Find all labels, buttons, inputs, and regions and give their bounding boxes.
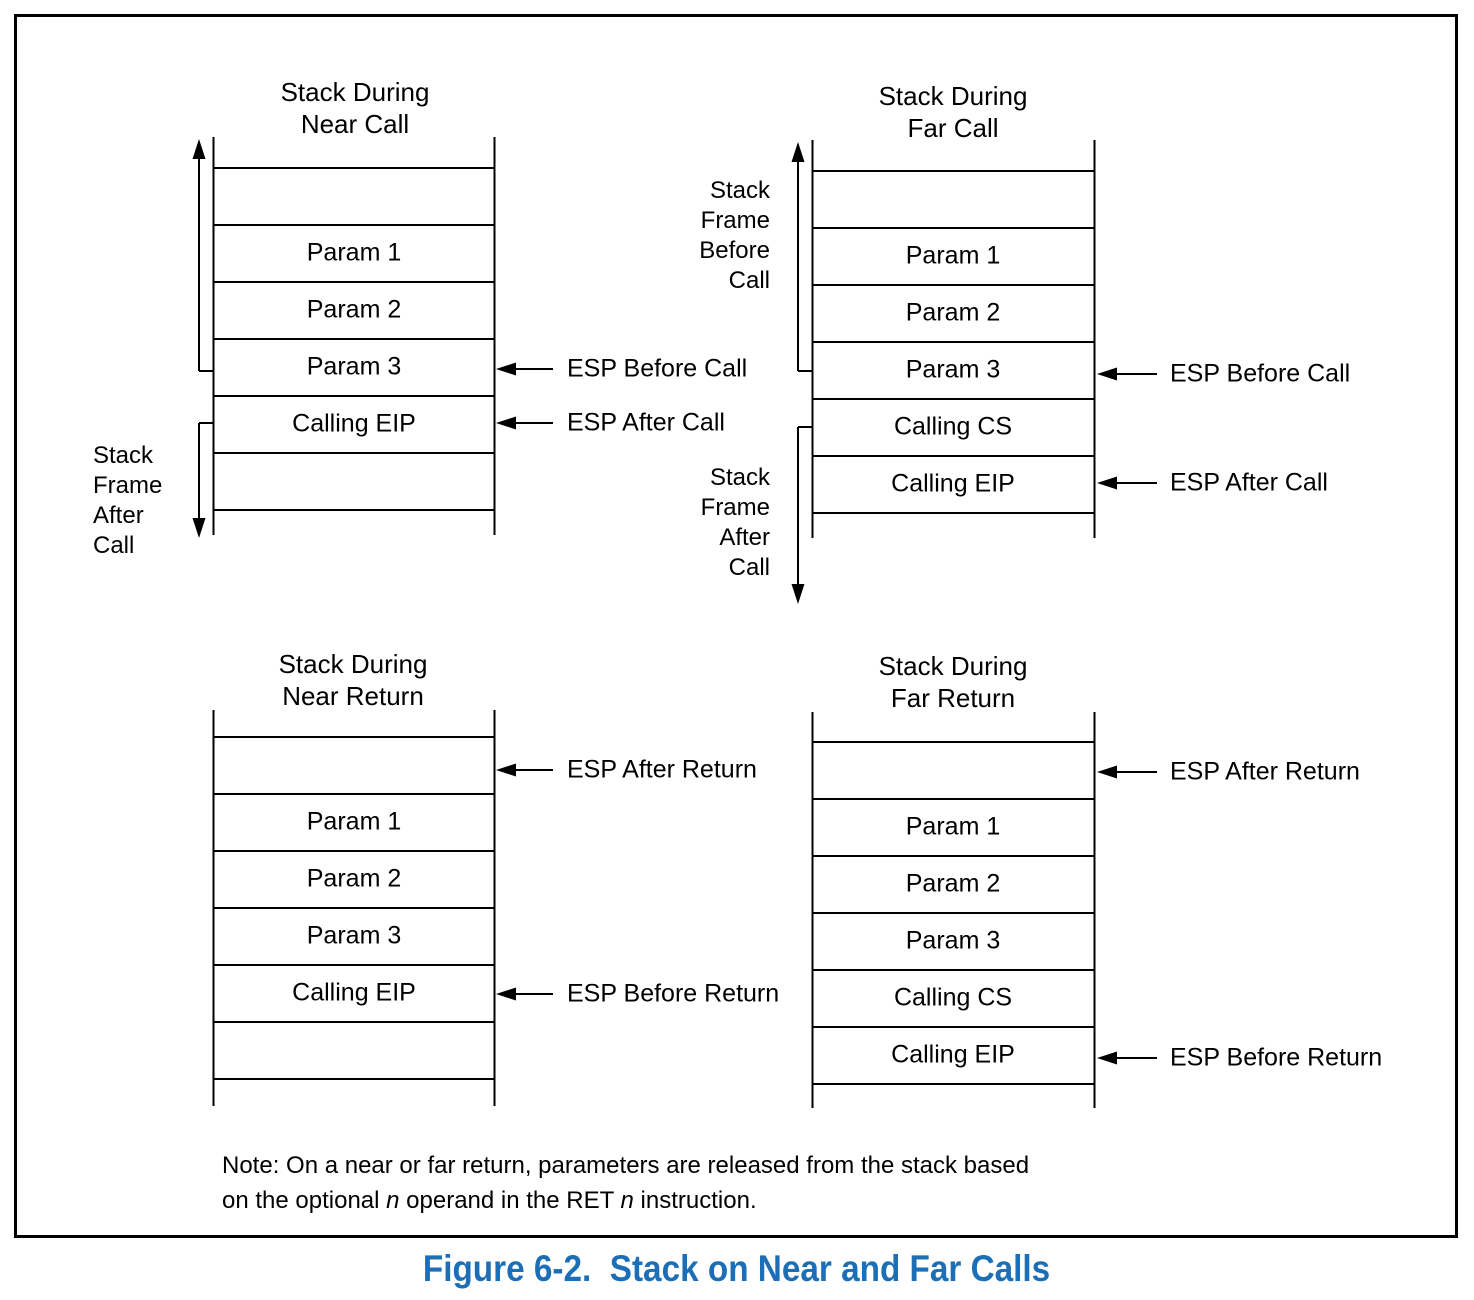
note-line1: Note: On a near or far return, parameters are released from the stack based — [222, 1152, 1030, 1179]
far-call-frame-after-arrow — [792, 427, 813, 604]
stack-cell-label: Calling EIP — [292, 409, 416, 438]
figure-caption: Figure 6-2. Stack on Near and Far Calls — [423, 1248, 1051, 1289]
near-return-esp-after-pointer — [496, 764, 553, 777]
stack-cell-label: Param 1 — [306, 807, 402, 836]
far-return-esp-after-label: ESP After Return — [1170, 757, 1360, 786]
far-return-esp-before-pointer — [1097, 1052, 1157, 1065]
stack-cell-label: Param 3 — [905, 355, 1001, 384]
stack-cell-label: Param 3 — [306, 352, 402, 381]
near-call-title-line1: Stack During — [280, 77, 430, 107]
stack-cell-label: Calling EIP — [891, 469, 1015, 498]
stack-cell-label: Param 1 — [905, 241, 1001, 270]
far-return-title-line2: Far Return — [890, 683, 1016, 713]
stack-cell-label: Calling CS — [893, 983, 1013, 1012]
far-return-title-line1: Stack During — [878, 651, 1028, 681]
far-call-frame-before-arrow — [792, 142, 813, 371]
stack-cell-label: Param 1 — [306, 238, 402, 267]
stack-cell-label: Param 2 — [306, 295, 402, 324]
figure-note — [222, 1148, 1029, 1218]
near-call-stack-outline — [213, 137, 495, 535]
near-return-stack-outline — [213, 710, 495, 1106]
near-call-title-line2: Near Call — [300, 109, 410, 139]
far-return-esp-after-pointer — [1097, 766, 1157, 779]
far-call-frame-after-label: Stack Frame After Call — [700, 464, 770, 581]
near-call-esp-before-pointer — [496, 363, 553, 376]
stack-cell-label: Calling CS — [893, 412, 1013, 441]
far-call-title — [879, 80, 1028, 144]
near-return-title-line2: Near Return — [282, 681, 424, 711]
stack-cell-label: Param 3 — [905, 926, 1001, 955]
near-call-esp-before-label: ESP Before Call — [567, 354, 748, 383]
stack-cell-label: Param 3 — [306, 921, 402, 950]
far-call-title-line2: Far Call — [907, 113, 999, 143]
near-call-esp-after-pointer — [496, 417, 553, 430]
far-return-esp-before-label: ESP Before Return — [1170, 1043, 1383, 1072]
far-call-esp-before-pointer — [1097, 368, 1157, 381]
far-call-title-line1: Stack During — [878, 81, 1028, 111]
near-call-frame-after-arrow — [193, 423, 214, 538]
far-return-title — [879, 650, 1028, 714]
stack-cell-label: Param 2 — [905, 869, 1001, 898]
near-call-title — [281, 76, 430, 140]
stack-cell-label: Calling EIP — [891, 1040, 1015, 1069]
near-return-title — [279, 648, 428, 712]
stack-cell-label: Param 2 — [905, 298, 1001, 327]
far-call-esp-after-pointer — [1097, 477, 1157, 490]
near-return-title-line1: Stack During — [278, 649, 428, 679]
stack-cell-label: Calling EIP — [292, 978, 416, 1007]
stack-cell-label: Param 1 — [905, 812, 1001, 841]
stack-cell-label: Param 2 — [306, 864, 402, 893]
near-call-frame-after-label: Stack Frame After Call — [93, 442, 163, 559]
near-call-esp-after-label: ESP After Call — [567, 408, 725, 437]
near-return-esp-after-label: ESP After Return — [567, 755, 757, 784]
far-call-esp-before-label: ESP Before Call — [1170, 359, 1351, 388]
figure-caption-row — [0, 1248, 1474, 1290]
far-call-esp-after-label: ESP After Call — [1170, 468, 1328, 497]
note-line2: on the optional n operand in the RET n instruction. — [222, 1187, 757, 1214]
far-call-frame-before-label: Stack Frame Before Call — [699, 177, 770, 294]
near-return-esp-before-pointer — [496, 988, 553, 1001]
near-call-frame-before-arrow — [193, 139, 214, 371]
near-return-esp-before-label: ESP Before Return — [567, 979, 780, 1008]
